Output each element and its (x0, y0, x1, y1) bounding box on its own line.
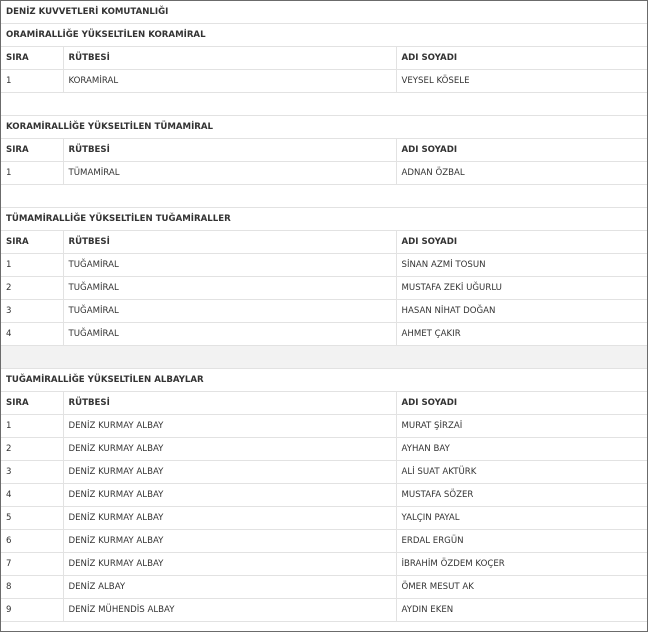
cell-rutbe: DENİZ KURMAY ALBAY (63, 530, 396, 553)
cell-ad: ERDAL ERGÜN (396, 530, 647, 553)
header-ad: ADI SOYADI (396, 139, 647, 162)
header-sira: SIRA (1, 47, 63, 70)
cell-rutbe: DENİZ KURMAY ALBAY (63, 553, 396, 576)
cell-sira: 2 (1, 277, 63, 300)
table-row (1, 576, 647, 599)
cell-ad: AYHAN BAY (396, 438, 647, 461)
cell-ad: AYDIN EKEN (396, 599, 647, 622)
cell-ad: ADNAN ÖZBAL (396, 162, 647, 185)
table-row (1, 438, 647, 461)
table-title-row (1, 1, 647, 24)
cell-ad: İBRAHİM ÖZDEM KOÇER (396, 553, 647, 576)
spacer-cell (1, 346, 647, 369)
cell-ad: MUSTAFA SÖZER (396, 484, 647, 507)
cell-sira: 5 (1, 507, 63, 530)
cell-sira: 2 (1, 438, 63, 461)
section-title-row (1, 369, 647, 392)
table-row (1, 599, 647, 622)
section-spacer (1, 185, 647, 208)
cell-sira: 3 (1, 300, 63, 323)
cell-ad: MUSTAFA ZEKİ UĞURLU (396, 277, 647, 300)
table-row (1, 254, 647, 277)
column-header-row (1, 231, 647, 254)
cell-rutbe: DENİZ KURMAY ALBAY (63, 461, 396, 484)
cell-rutbe: DENİZ KURMAY ALBAY (63, 507, 396, 530)
section-spacer (1, 346, 647, 369)
header-ad: ADI SOYADI (396, 231, 647, 254)
cell-ad: HASAN NİHAT DOĞAN (396, 300, 647, 323)
cell-rutbe: TUĞAMİRAL (63, 254, 396, 277)
cell-rutbe: DENİZ MÜHENDİS ALBAY (63, 599, 396, 622)
section-title: KORAMİRALLİĞE YÜKSELTİLEN TÜMAMİRAL (1, 116, 647, 139)
cell-rutbe: DENİZ KURMAY ALBAY (63, 484, 396, 507)
header-rutbe: RÜTBESİ (63, 392, 396, 415)
section-title: TUĞAMİRALLİĞE YÜKSELTİLEN ALBAYLAR (1, 369, 647, 392)
section-title-row (1, 24, 647, 47)
section-title: TÜMAMİRALLİĞE YÜKSELTİLEN TUĞAMİRALLER (1, 208, 647, 231)
cell-sira: 3 (1, 461, 63, 484)
table-row (1, 162, 647, 185)
cell-ad: SİNAN AZMİ TOSUN (396, 254, 647, 277)
table-row (1, 484, 647, 507)
header-rutbe: RÜTBESİ (63, 231, 396, 254)
cell-rutbe: TÜMAMİRAL (63, 162, 396, 185)
cell-sira: 1 (1, 70, 63, 93)
cell-ad: YALÇIN PAYAL (396, 507, 647, 530)
header-sira: SIRA (1, 231, 63, 254)
cell-rutbe: KORAMİRAL (63, 70, 396, 93)
cell-rutbe: TUĞAMİRAL (63, 277, 396, 300)
table-row (1, 415, 647, 438)
cell-sira: 7 (1, 553, 63, 576)
cell-ad: ALİ SUAT AKTÜRK (396, 461, 647, 484)
cell-sira: 4 (1, 323, 63, 346)
spacer-cell (1, 185, 647, 208)
table-row (1, 323, 647, 346)
table-row (1, 461, 647, 484)
table-row (1, 70, 647, 93)
table-row (1, 300, 647, 323)
column-header-row (1, 392, 647, 415)
cell-ad: MURAT ŞİRZAİ (396, 415, 647, 438)
header-sira: SIRA (1, 139, 63, 162)
cell-sira: 8 (1, 576, 63, 599)
table-row (1, 507, 647, 530)
spacer-cell (1, 93, 647, 116)
cell-ad: ÖMER MESUT AK (396, 576, 647, 599)
table-row (1, 553, 647, 576)
section-title-row (1, 116, 647, 139)
section-spacer (1, 93, 647, 116)
cell-sira: 1 (1, 254, 63, 277)
table-row (1, 530, 647, 553)
section-title-row (1, 208, 647, 231)
header-rutbe: RÜTBESİ (63, 139, 396, 162)
cell-rutbe: TUĞAMİRAL (63, 300, 396, 323)
table-row (1, 277, 647, 300)
cell-sira: 1 (1, 415, 63, 438)
cell-rutbe: DENİZ KURMAY ALBAY (63, 438, 396, 461)
header-rutbe: RÜTBESİ (63, 47, 396, 70)
promotion-table (1, 1, 647, 622)
header-ad: ADI SOYADI (396, 47, 647, 70)
column-header-row (1, 139, 647, 162)
cell-rutbe: TUĞAMİRAL (63, 323, 396, 346)
cell-sira: 4 (1, 484, 63, 507)
cell-sira: 6 (1, 530, 63, 553)
column-header-row (1, 47, 647, 70)
header-ad: ADI SOYADI (396, 392, 647, 415)
cell-ad: VEYSEL KÖSELE (396, 70, 647, 93)
page-title: DENİZ KUVVETLERİ KOMUTANLIĞI (1, 1, 647, 24)
cell-rutbe: DENİZ KURMAY ALBAY (63, 415, 396, 438)
cell-rutbe: DENİZ ALBAY (63, 576, 396, 599)
cell-ad: AHMET ÇAKIR (396, 323, 647, 346)
section-title: ORAMİRALLİĞE YÜKSELTİLEN KORAMİRAL (1, 24, 647, 47)
cell-sira: 9 (1, 599, 63, 622)
header-sira: SIRA (1, 392, 63, 415)
cell-sira: 1 (1, 162, 63, 185)
